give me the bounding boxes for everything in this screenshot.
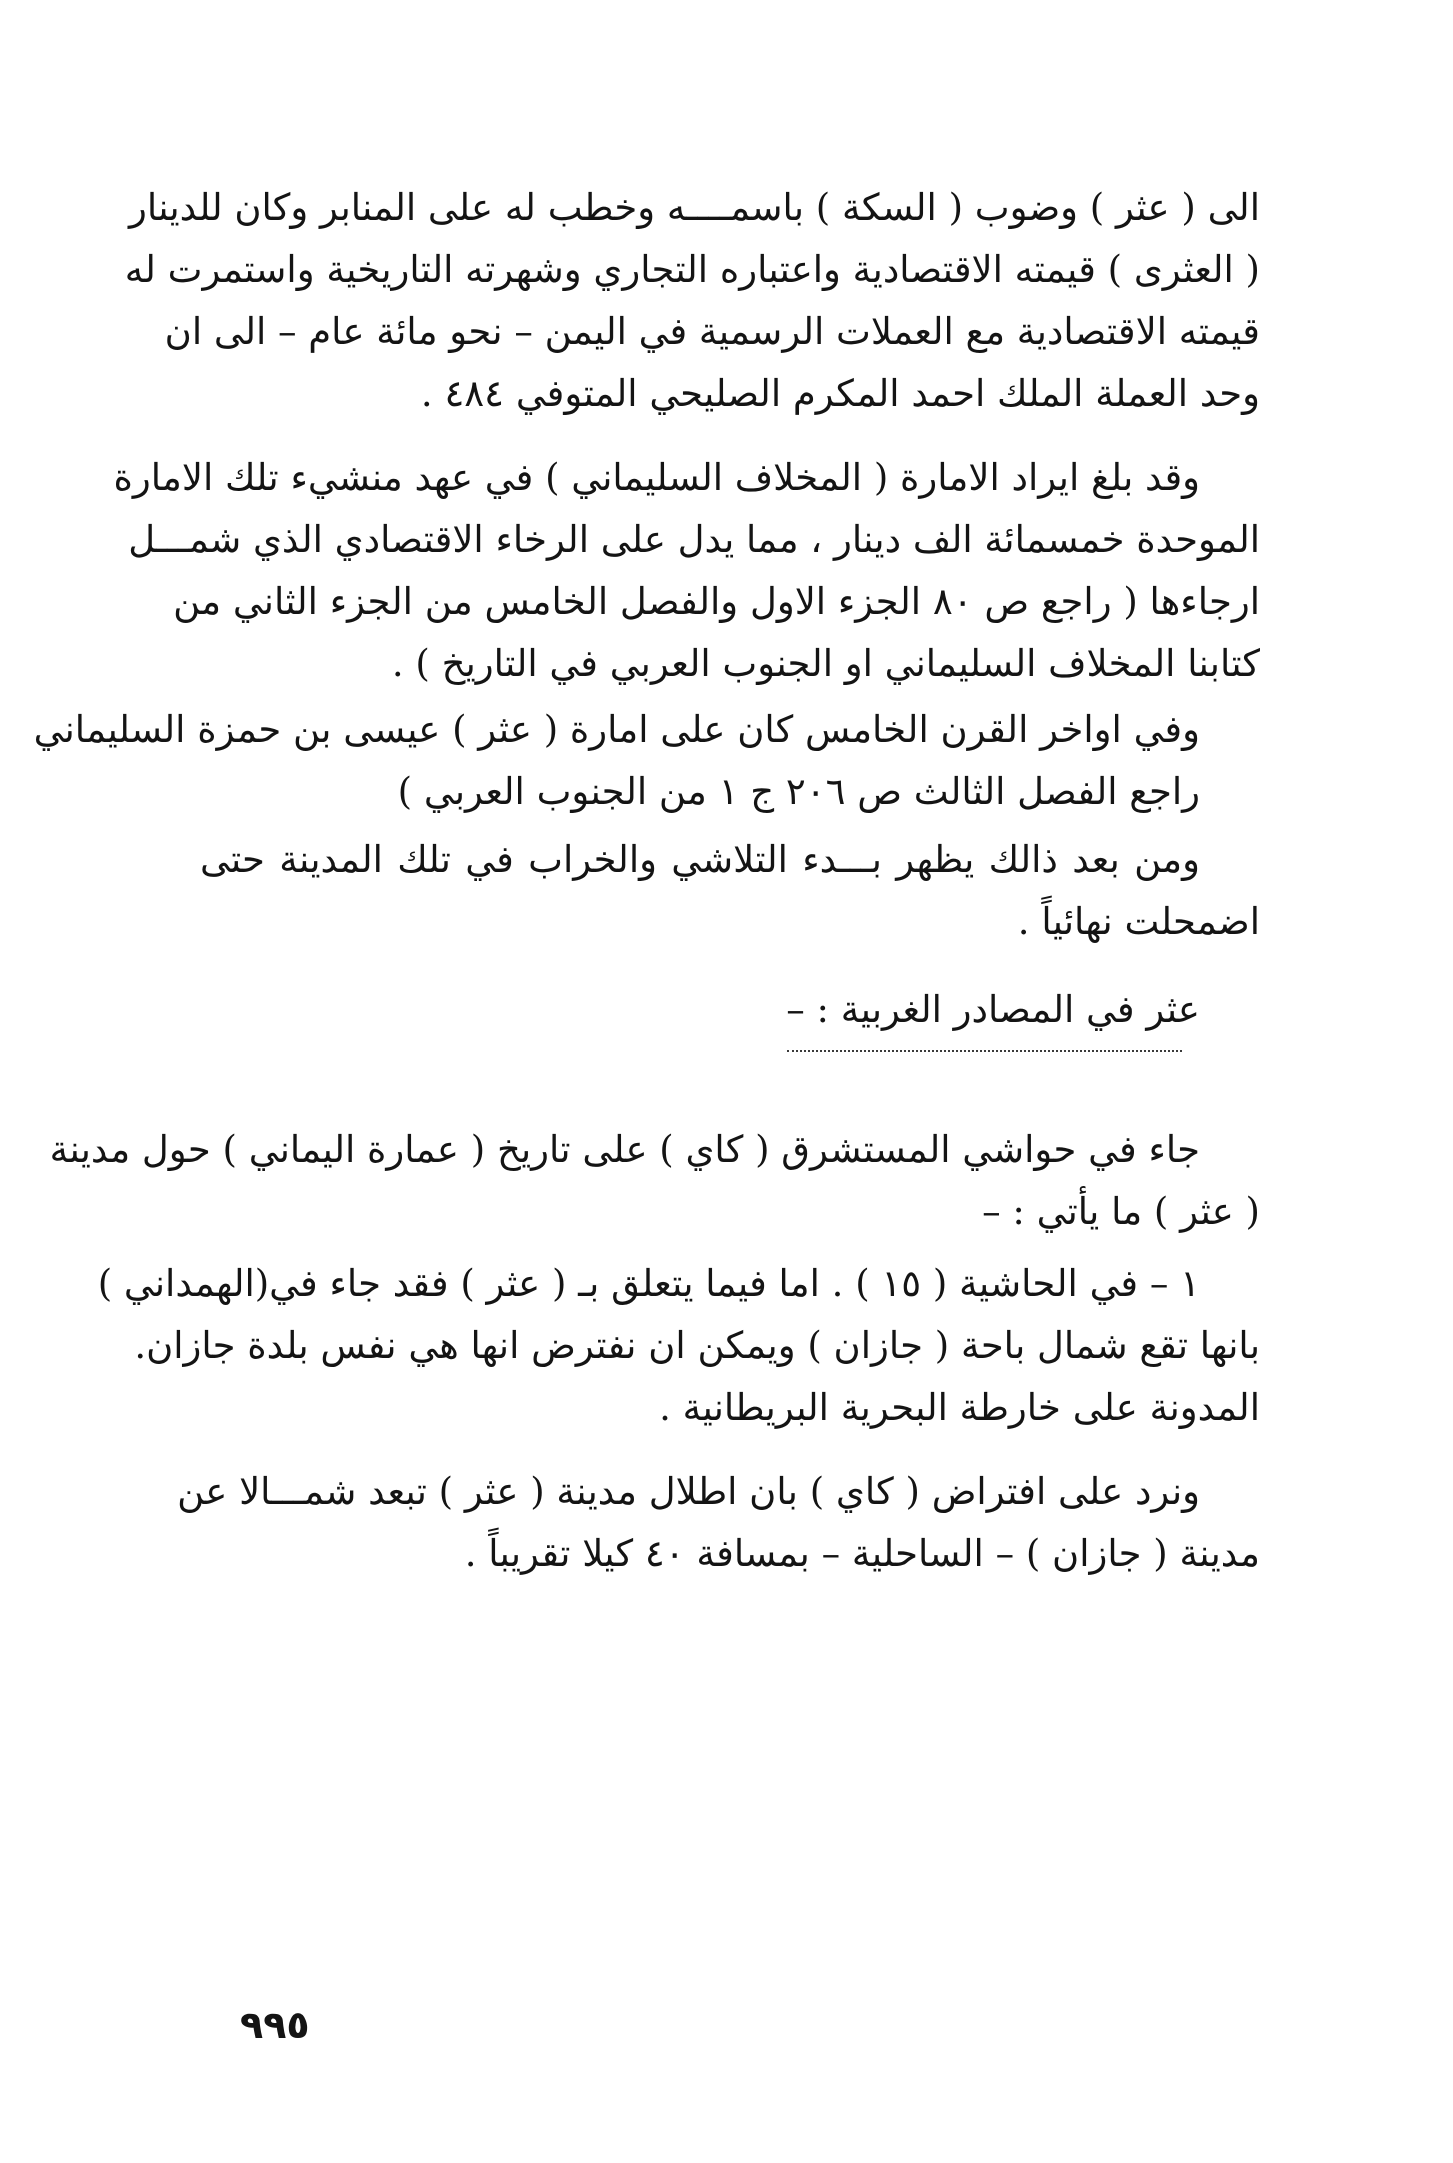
- section-subheading: عثر في المصادر الغربية : –: [786, 988, 1200, 1031]
- text-line: المدونة على خارطة البحرية البريطانية .: [659, 1386, 1260, 1429]
- text-line: الموحدة خمسمائة الف دينار ، مما يدل على الرخاء الاقتصادي الذي شمـــل: [128, 518, 1260, 561]
- text-line: ( عثر ) ما يأتي : –: [982, 1190, 1260, 1233]
- text-line: الى ( عثر ) وضوب ( السكة ) باسمــــه وخطب له على المنابر وكان للدينار: [129, 186, 1260, 229]
- text-line: جاء في حواشي المستشرق ( كاي ) على تاريخ ( عمارة اليماني ) حول مدينة: [49, 1128, 1200, 1171]
- text-line: ومن بعد ذالك يظهر بـــدء التلاشي والخراب في تلك المدينة حتى: [200, 838, 1200, 881]
- text-line: ١ – في الحاشية ( ١٥ ) . اما فيما يتعلق بـ ( عثر ) فقد جاء في(الهمداني ): [97, 1262, 1200, 1305]
- page-body: [33, 0, 1260, 2163]
- text-line: وحد العملة الملك احمد المكرم الصليحي المتوفي ٤٨٤ .: [420, 372, 1260, 415]
- page-number: ٩٩٥: [240, 2003, 310, 2047]
- text-line: مدينة ( جازان ) – الساحلية – بمسافة ٤٠ كيلا تقريباً .: [464, 1532, 1260, 1575]
- text-line: كتابنا المخلاف السليماني او الجنوب العربي في التاريخ ) .: [391, 642, 1260, 685]
- text-line: ارجاءها ( راجع ص ٨٠ الجزء الاول والفصل الخامس من الجزء الثاني من: [173, 580, 1260, 623]
- text-line: راجع الفصل الثالث ص ٢٠٦ ج ١ من الجنوب العربي ): [397, 770, 1200, 813]
- text-line: ونرد على افتراض ( كاي ) بان اطلال مدينة ( عثر ) تبعد شمـــالا عن: [177, 1470, 1200, 1513]
- text-line: وقد بلغ ايراد الامارة ( المخلاف السليماني ) في عهد منشيء تلك الامارة: [113, 456, 1200, 499]
- text-line: اضمحلت نهائياً .: [1017, 900, 1260, 943]
- subheading-underline: [787, 1050, 1182, 1052]
- text-line: بانها تقع شمال باحة ( جازان ) ويمكن ان نفترض انها هي نفس بلدة جازان.: [134, 1324, 1260, 1367]
- text-line: قيمته الاقتصادية مع العملات الرسمية في اليمن – نحو مائة عام – الى ان: [164, 310, 1260, 353]
- text-line: وفي اواخر القرن الخامس كان على امارة ( عثر ) عيسى بن حمزة السليماني: [33, 708, 1200, 751]
- text-line: ( العثرى ) قيمته الاقتصادية واعتباره التجاري وشهرته التاريخية واستمرت له: [124, 248, 1260, 291]
